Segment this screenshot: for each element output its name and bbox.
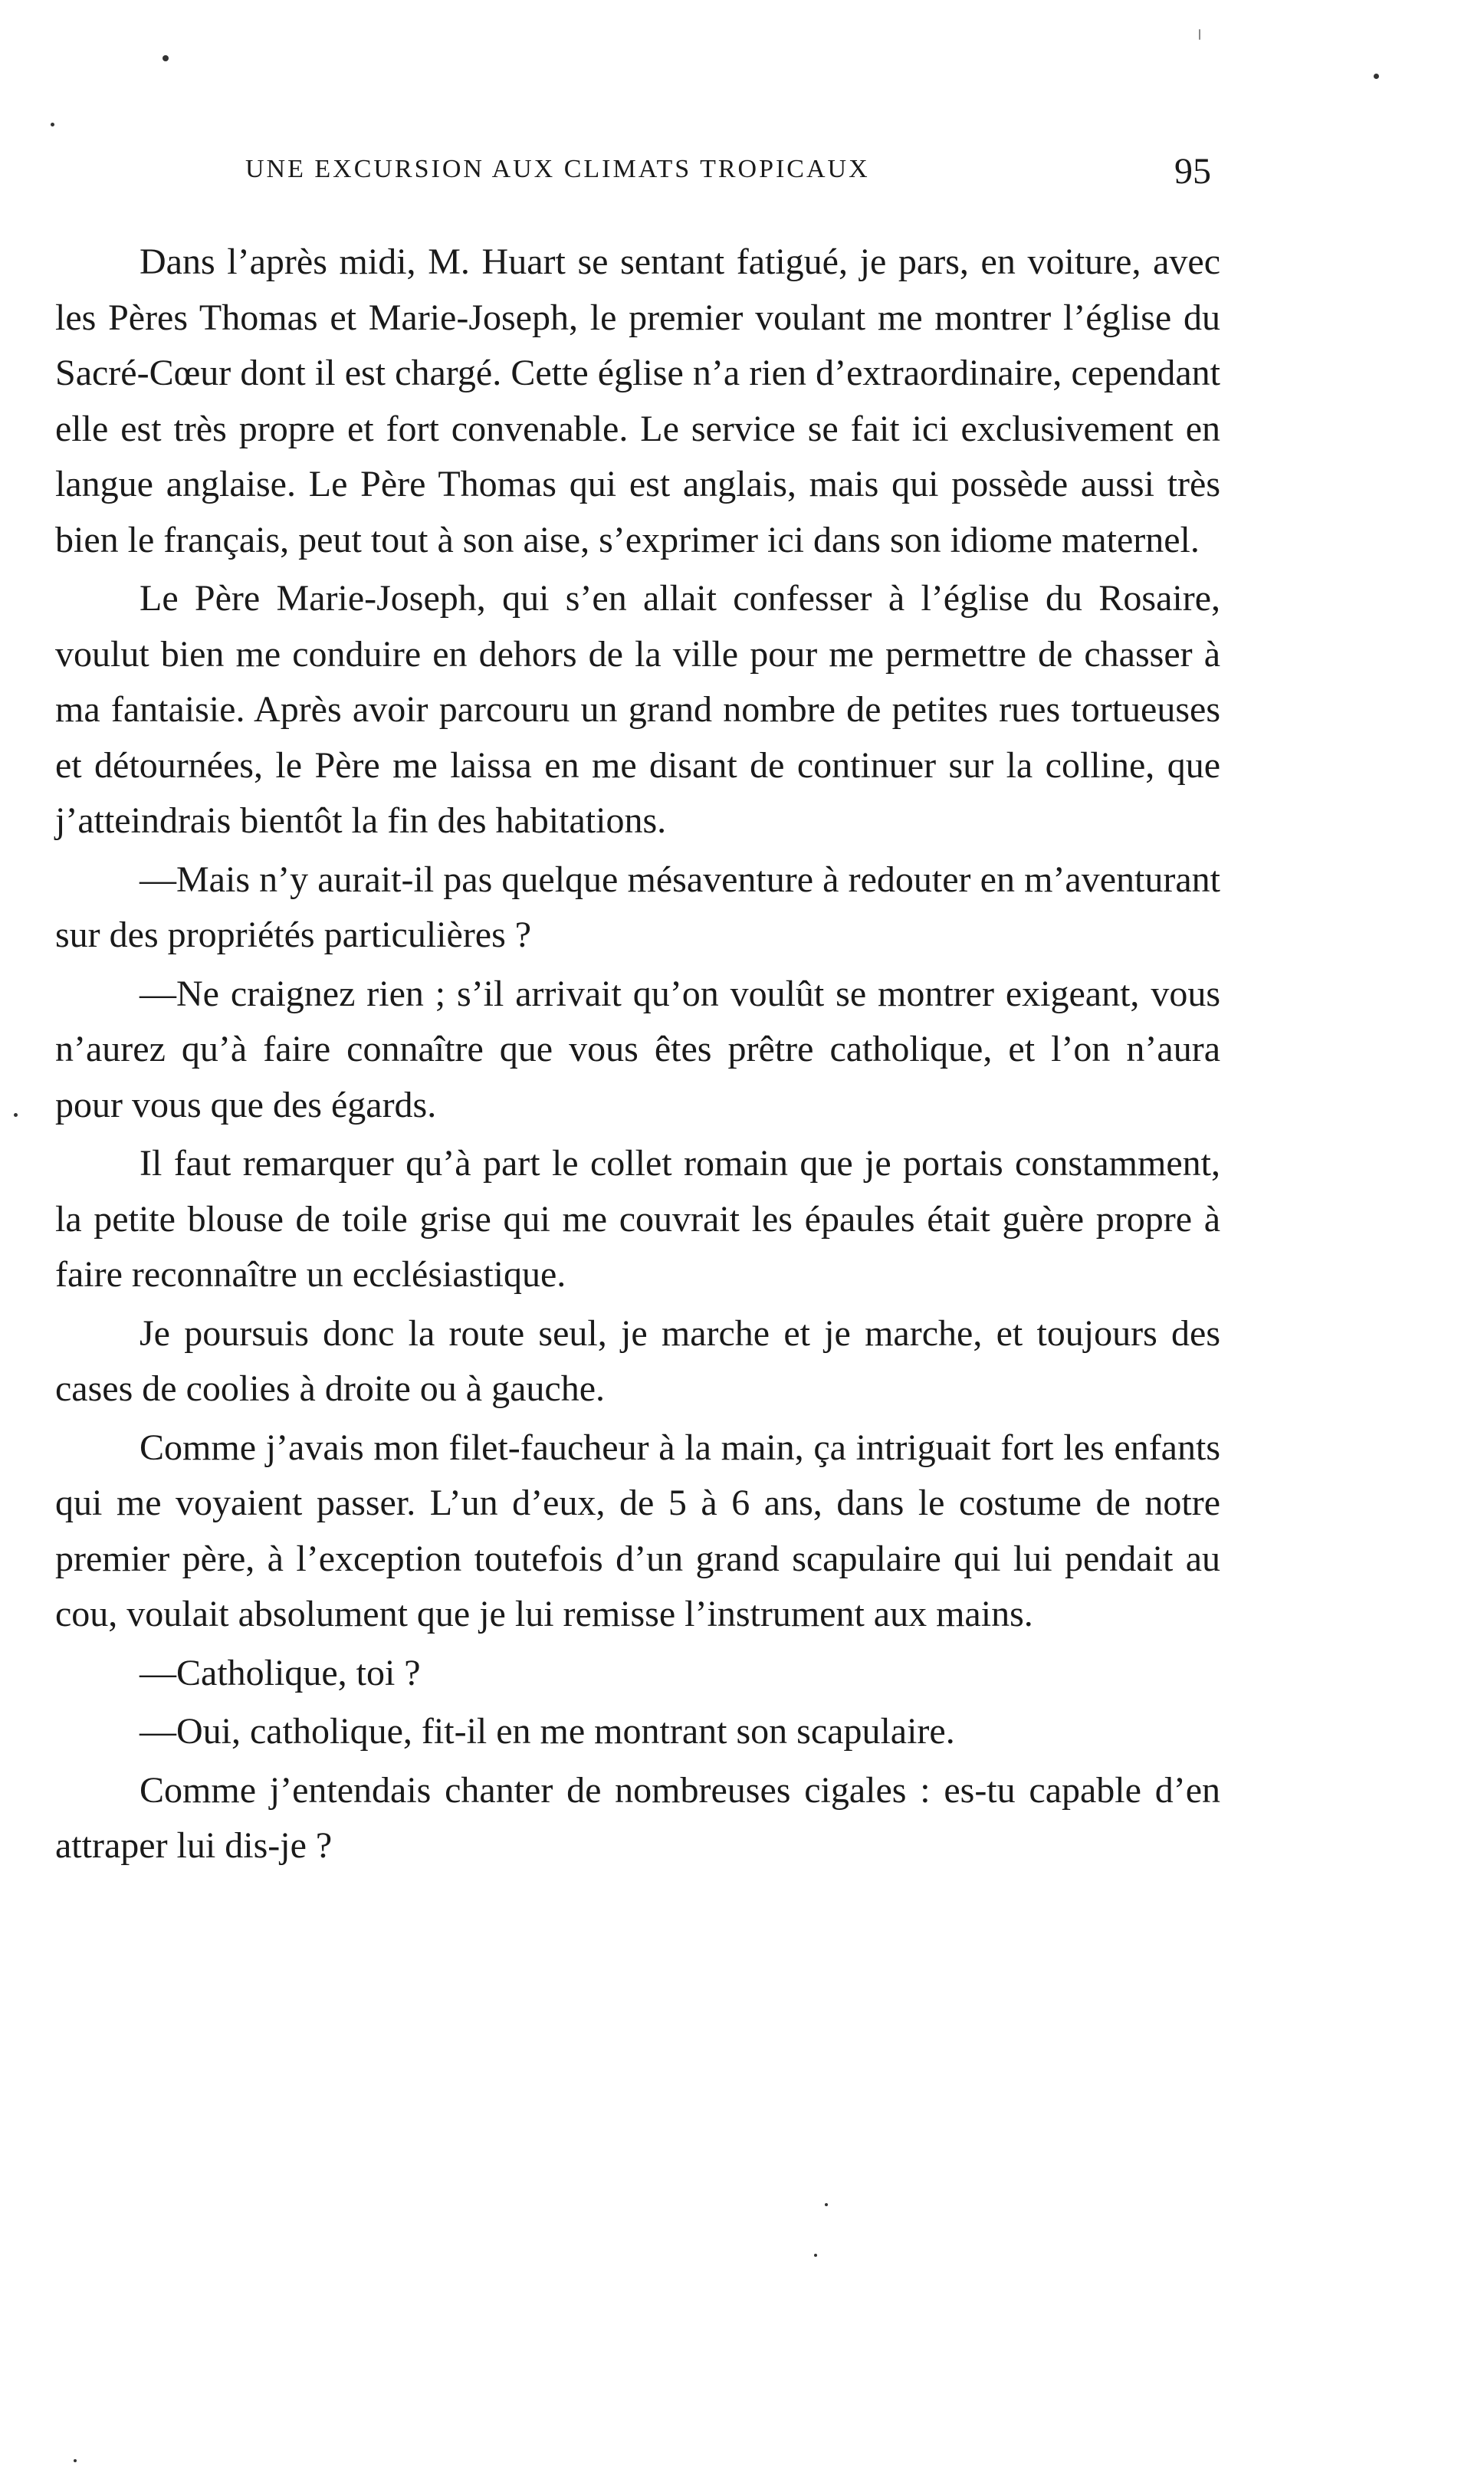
dialogue-line: —Catholique, toi ? (140, 1652, 421, 1693)
paragraph: Je poursuis donc la route seul, je marche et je marche, et toujours des cases de coolies à droite ou à gauche. (55, 1312, 1220, 1409)
paragraph: Dans l’après midi, M. Huart se sentant fatigué, je pars, en voiture, avec les Pères Thomas et Marie-Joseph, le premier voulant me montrer l’église du Sacré-Cœur dont il est chargé. Cette église n’a rien d’extraordinaire, cependant elle est très propre et fort convenable. Le service se fait ici exclusivement en langue anglaise. Le Père Thomas qui est anglais, mais qui possède aussi très bien le français, peut tout à son aise, s’exprimer ici dans son idiome maternel. (55, 241, 1220, 560)
paragraph: Comme j’avais mon filet-faucheur à la main, ça intriguait fort les enfants qui me voyaient passer. L’un d’eux, de 5 à 6 ans, dans le costume de notre premier père, à l’exception toutefois d’un grand scapulaire qui lui pendait au cou, voulait absolument que je lui remisse l’instrument aux mains. (55, 1427, 1220, 1634)
running-header (245, 150, 1211, 196)
paragraph: Le Père Marie-Joseph, qui s’en allait confesser à l’église du Rosaire, voulut bien me conduire en dehors de la ville pour me permettre de chasser à ma fantaisie. Après avoir parcouru un grand nombre de petites rues tortueuses et détournées, le Père me laissa en me disant de continuer sur la colline, que j’atteindrais bientôt la fin des habitations. (55, 578, 1220, 841)
dialogue-line: —Oui, catholique, fit-il en me montrant son scapulaire. (140, 1711, 955, 1752)
dialogue-line: —Ne craignez rien ; s’il arrivait qu’on voulût se montrer exigeant, vous n’aurez qu’à faire connaître que vous êtes prêtre catholique, et l’on n’aura pour vous que des égards. (55, 973, 1220, 1125)
page-number: 95 (1174, 151, 1211, 192)
dialogue-line: —Mais n’y aurait-il pas quelque mésaventure à redouter en m’aventurant sur des propriétés particulières ? (55, 859, 1220, 955)
body-text (55, 235, 1220, 1877)
scan-speck (163, 55, 169, 61)
paragraph: Comme j’entendais chanter de nombreuses cigales : es-tu capable d’en attraper lui dis-je ? (55, 1769, 1220, 1866)
scan-speck (1374, 74, 1379, 79)
scan-speck (1199, 29, 1200, 40)
scan-speck (51, 123, 54, 126)
scan-speck (825, 2203, 828, 2206)
paragraph: Il faut remarquer qu’à part le collet romain que je portais constamment, la petite blouse de toile grise qui me couvrait les épaules était guère propre à faire reconnaître un ecclésiastique. (55, 1143, 1220, 1295)
scan-speck (14, 1113, 18, 1117)
scan-speck (74, 2459, 77, 2462)
running-title: UNE EXCURSION AUX CLIMATS TROPICAUX (245, 155, 870, 183)
scan-speck (814, 2254, 817, 2257)
